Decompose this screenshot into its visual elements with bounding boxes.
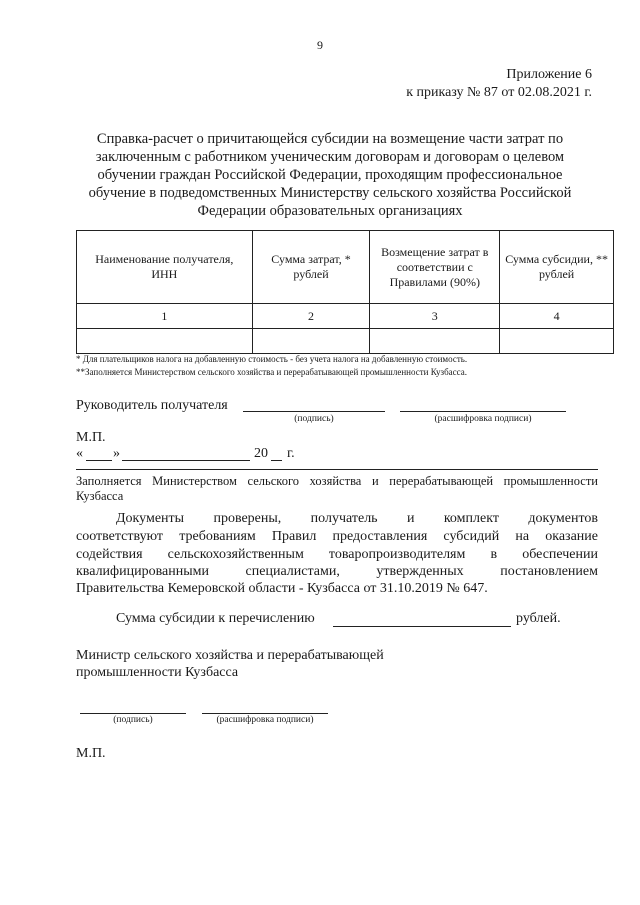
minister-decode-line <box>202 696 328 714</box>
section-divider <box>76 469 598 470</box>
appendix-label: Приложение 6 <box>506 67 592 82</box>
table-number-row <box>77 304 614 329</box>
footnotes <box>76 353 467 379</box>
table-empty-row <box>77 329 614 354</box>
subsidy-amount-label: Сумма субсидии к перечислению <box>116 611 315 626</box>
header-reimbursement: Возмещение затрат в соответствии с Правилами (90%) <box>370 231 500 304</box>
verification-line: содействия сельскохозяйственным товаропроизводителям в обеспечении <box>76 547 598 562</box>
title-line: Справка-расчет о причитающейся субсидии на возмещение части затрат по <box>96 131 564 147</box>
recipient-signature-line <box>243 395 385 412</box>
calculation-table <box>76 230 614 354</box>
verification-line: Документы проверены, получатель и комплект документов <box>116 511 598 526</box>
ministry-section-heading: Заполняется Министерством сельского хозяйства и перерабатывающей промышленности Кузбасса <box>76 474 598 503</box>
title-line: обучение в подведомственных Министерству сельского хозяйства Российской <box>88 185 572 201</box>
subsidy-amount-unit: рублей. <box>516 611 561 626</box>
footnote: * Для плательщиков налога на добавленную стоимость - без учета налога на добавленную стоимость. <box>76 354 468 364</box>
title-line: заключенным с работником ученическим договорам и договорам о целевом <box>95 149 565 165</box>
column-number: 1 <box>77 304 253 329</box>
subsidy-amount-line <box>333 609 511 627</box>
minister-stamp-label: М.П. <box>76 746 106 761</box>
document-title <box>60 130 600 220</box>
empty-cell <box>252 329 370 354</box>
date-day-line <box>86 444 112 461</box>
date-quote-close: » <box>113 446 120 461</box>
column-number: 3 <box>370 304 500 329</box>
appendix-order: к приказу № 87 от 02.08.2021 г. <box>406 85 592 100</box>
minister-title-line2: промышленности Кузбасса <box>76 665 239 680</box>
stamp-label: М.П. <box>76 430 106 445</box>
header-subsidy: Сумма субсидии, ** рублей <box>500 231 614 304</box>
date-year: 20 <box>254 446 268 461</box>
date-suffix: г. <box>287 446 295 461</box>
date-quote-open: « <box>76 446 83 461</box>
verification-line: соответствуют требованиям Правил предоставления субсидий на оказание <box>76 529 598 544</box>
minister-decode-caption: (расшифровка подписи) <box>216 715 314 725</box>
column-number: 4 <box>500 304 614 329</box>
header-recipient: Наименование получателя, ИНН <box>77 231 253 304</box>
column-number: 2 <box>252 304 370 329</box>
date-year-line <box>271 444 282 461</box>
recipient-decode-line <box>400 395 566 412</box>
signature-caption: (подпись) <box>294 414 334 424</box>
table-header-row <box>77 231 614 304</box>
recipient-head-label: Руководитель получателя <box>76 398 228 413</box>
verification-line: Правительства Кемеровской области - Кузбасса от 31.10.2019 № 647. <box>76 581 488 596</box>
footnote: **Заполняется Министерством сельского хозяйства и перерабатывающей промышленности Кузбасса. <box>76 367 467 377</box>
title-line: Федерации образовательных организациях <box>197 203 463 219</box>
decode-caption: (расшифровка подписи) <box>434 414 532 424</box>
verification-line: квалифицированными специалистами, утвержденных постановлением <box>76 564 598 579</box>
title-line: обучении граждан Российской Федерации, проходящим профессиональное <box>97 167 563 183</box>
page-number: 9 <box>317 38 323 52</box>
empty-cell <box>77 329 253 354</box>
empty-cell <box>500 329 614 354</box>
minister-title: Министр сельского хозяйства и перерабатывающей <box>76 648 384 663</box>
header-costs: Сумма затрат, * рублей <box>252 231 370 304</box>
date-month-line <box>122 444 250 461</box>
minister-signature-line <box>80 696 186 714</box>
minister-signature-caption: (подпись) <box>113 715 153 725</box>
empty-cell <box>370 329 500 354</box>
